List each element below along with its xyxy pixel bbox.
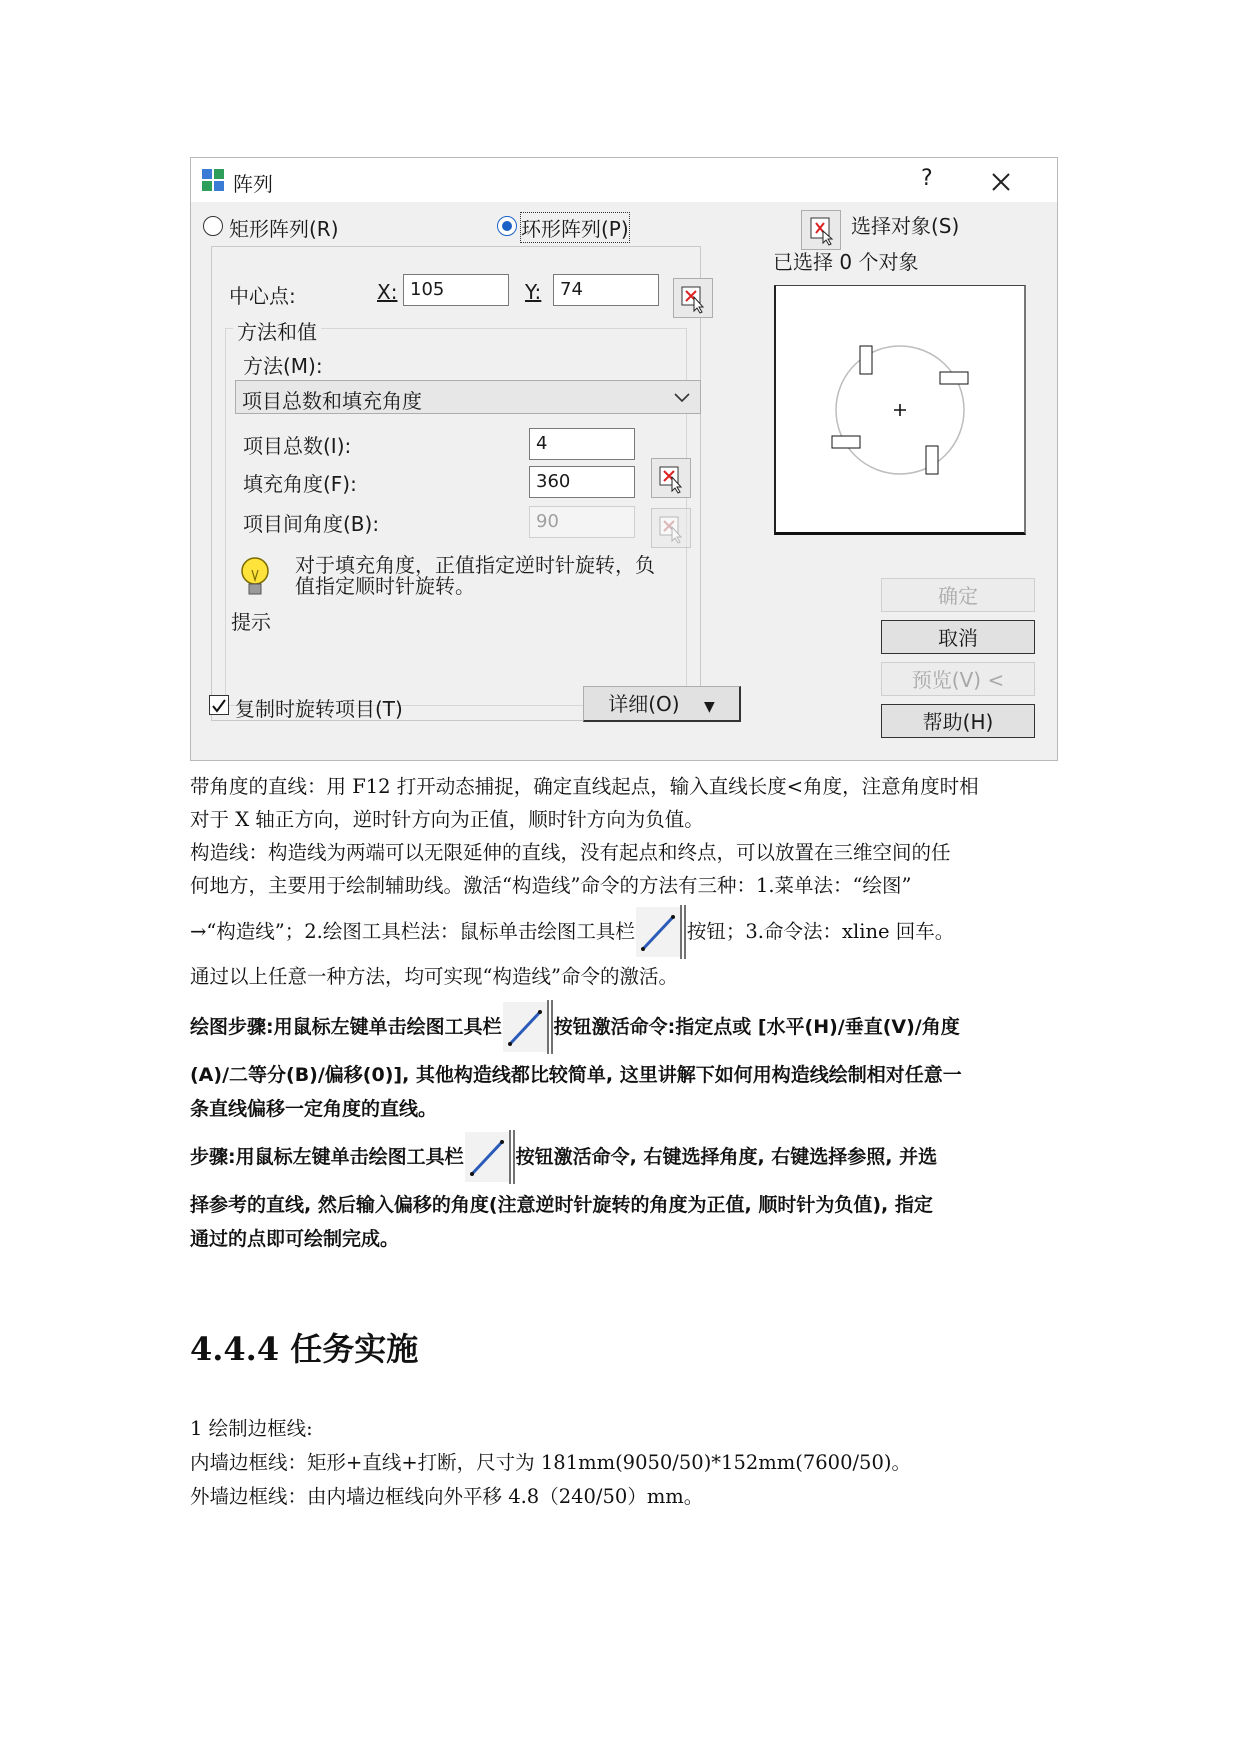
method-select[interactable] [235,380,701,414]
select-objects-button[interactable] [801,210,841,250]
paragraph-steps-2: (A)/二等分(B)/偏移(0)], 其他构造线都比较简单, 这里讲解下如何用构造线绘制相对任意一 [190,1064,962,1086]
array-app-icon [201,168,227,192]
item-angle-input[interactable]: 90 [529,506,635,538]
cancel-button[interactable]: 取消 [881,620,1035,654]
steps-text-a: 绘图步骤:用鼠标左键单击绘图工具栏 [190,1016,502,1038]
paragraph-angled-line-2: 对于 X 轴正方向，逆时针方向为正值，顺时针方向为负值。 [190,808,704,831]
method-group-label: 方法和值 [233,316,321,345]
chevron-down-icon [674,393,690,403]
paragraph-xline-1: 构造线：构造线为两端可以无限延伸的直线，没有起点和终点，可以放置在三维空间的任 [190,841,951,864]
tip-text-line2: 值指定顺时针旋转。 [295,574,475,598]
paragraph-offset-2: 择参考的直线, 然后输入偏移的角度(注意逆时针旋转的角度为正值, 顺时针为负值), 指定 [190,1194,933,1216]
close-icon[interactable] [991,172,1011,192]
lightbulb-icon [239,556,271,600]
offset-text-a: 步骤:用鼠标左键单击绘图工具栏 [190,1146,464,1168]
paragraph-angled-line-1: 带角度的直线：用 F12 打开动态捕捉，确定直线起点，输入直线长度<角度，注意角度时相 [190,775,979,798]
fill-angle-label: 填充角度(F): [243,472,357,496]
details-label: 详细(O) [608,692,680,716]
paragraph-xline-2: 何地方，主要用于绘制辅助线。激活“构造线”命令的方法有三种：1.菜单法：“绘图” [190,874,912,897]
paragraph-steps-1 [190,1000,960,1054]
step-1-title: 1 绘制边框线: [190,1417,313,1440]
polar-array-radio[interactable] [497,216,517,236]
method-label: 方法(M): [243,354,323,378]
pick-angle-icon-disabled [652,509,690,547]
center-y-input[interactable]: 74 [553,274,659,306]
selected-count: 已选择 0 个对象 [773,250,919,274]
dialog-title: 阵列 [233,172,273,196]
inner-wall-text: 内墙边框线：矩形+直线+打断，尺寸为 181mm(9050/50)*152mm(7600/50)。 [190,1451,911,1474]
y-label: Y: [525,280,542,304]
x-label: X: [377,280,398,304]
ok-button[interactable]: 确定 [881,578,1035,612]
array-preview [774,285,1026,535]
item-angle-label: 项目间角度(B): [243,512,380,536]
polar-array-label: 环形阵列(P) [521,213,629,242]
double-chevron-down-icon: ▼ [703,699,715,715]
method-select-value: 项目总数和填充角度 [242,389,422,413]
rect-array-label: 矩形阵列(R) [229,217,339,241]
section-heading: 4.4.4 任务实施 [190,1330,419,1368]
preview-drawing [776,286,1024,532]
fill-angle-input[interactable]: 360 [529,466,635,498]
tip-text-line1: 对于填充角度，正值指定逆时针旋转，负 [295,553,655,577]
help-icon[interactable]: ? [921,166,933,191]
paragraph-offset-3: 通过的点即可绘制完成。 [190,1228,400,1250]
xline-tool-icon-3 [464,1130,516,1184]
array-dialog [190,157,1058,761]
steps-text-b: 按钮激活命令:指定点或 [水平(H)/垂直(V)/角度 [553,1016,960,1038]
paragraph-offset-1 [190,1130,937,1184]
select-objects-label: 选择对象(S) [851,214,960,238]
rotate-items-checkbox[interactable] [209,695,229,715]
pick-angle-icon [652,459,690,497]
pick-fill-angle-button[interactable] [651,458,691,498]
total-items-label: 项目总数(I): [243,434,352,458]
details-button[interactable] [583,686,741,722]
paragraph-xline-3 [190,905,954,959]
xline-text-b: 按钮；3.命令法：xline 回车。 [686,920,955,943]
rect-array-radio[interactable] [203,216,223,236]
paragraph-steps-3: 条直线偏移一定角度的直线。 [190,1098,438,1120]
select-objects-icon [802,211,840,249]
outer-wall-text: 外墙边框线：由内墙边框线向外平移 4.8（240/50）mm。 [190,1485,704,1508]
rotate-items-label: 复制时旋转项目(T) [235,697,403,721]
center-x-input[interactable]: 105 [403,274,509,306]
xline-tool-icon-2 [502,1000,554,1054]
xline-text-a: →“构造线”；2.绘图工具栏法：鼠标单击绘图工具栏 [190,920,635,943]
offset-text-b: 按钮激活命令, 右键选择角度, 右键选择参照, 并选 [515,1146,938,1168]
pick-center-button[interactable] [673,278,713,318]
preview-button[interactable]: 预览(V) < [881,662,1035,696]
xline-tool-icon [635,905,687,959]
pick-point-icon [674,279,712,317]
paragraph-xline-4: 通过以上任意一种方法，均可实现“构造线”命令的激活。 [190,965,678,988]
pick-item-angle-button[interactable] [651,508,691,548]
center-point-label: 中心点: [229,284,296,308]
total-items-input[interactable]: 4 [529,428,635,460]
tip-label: 提示 [231,610,271,634]
checkmark-icon [210,697,228,715]
help-button[interactable]: 帮助(H) [881,704,1035,738]
